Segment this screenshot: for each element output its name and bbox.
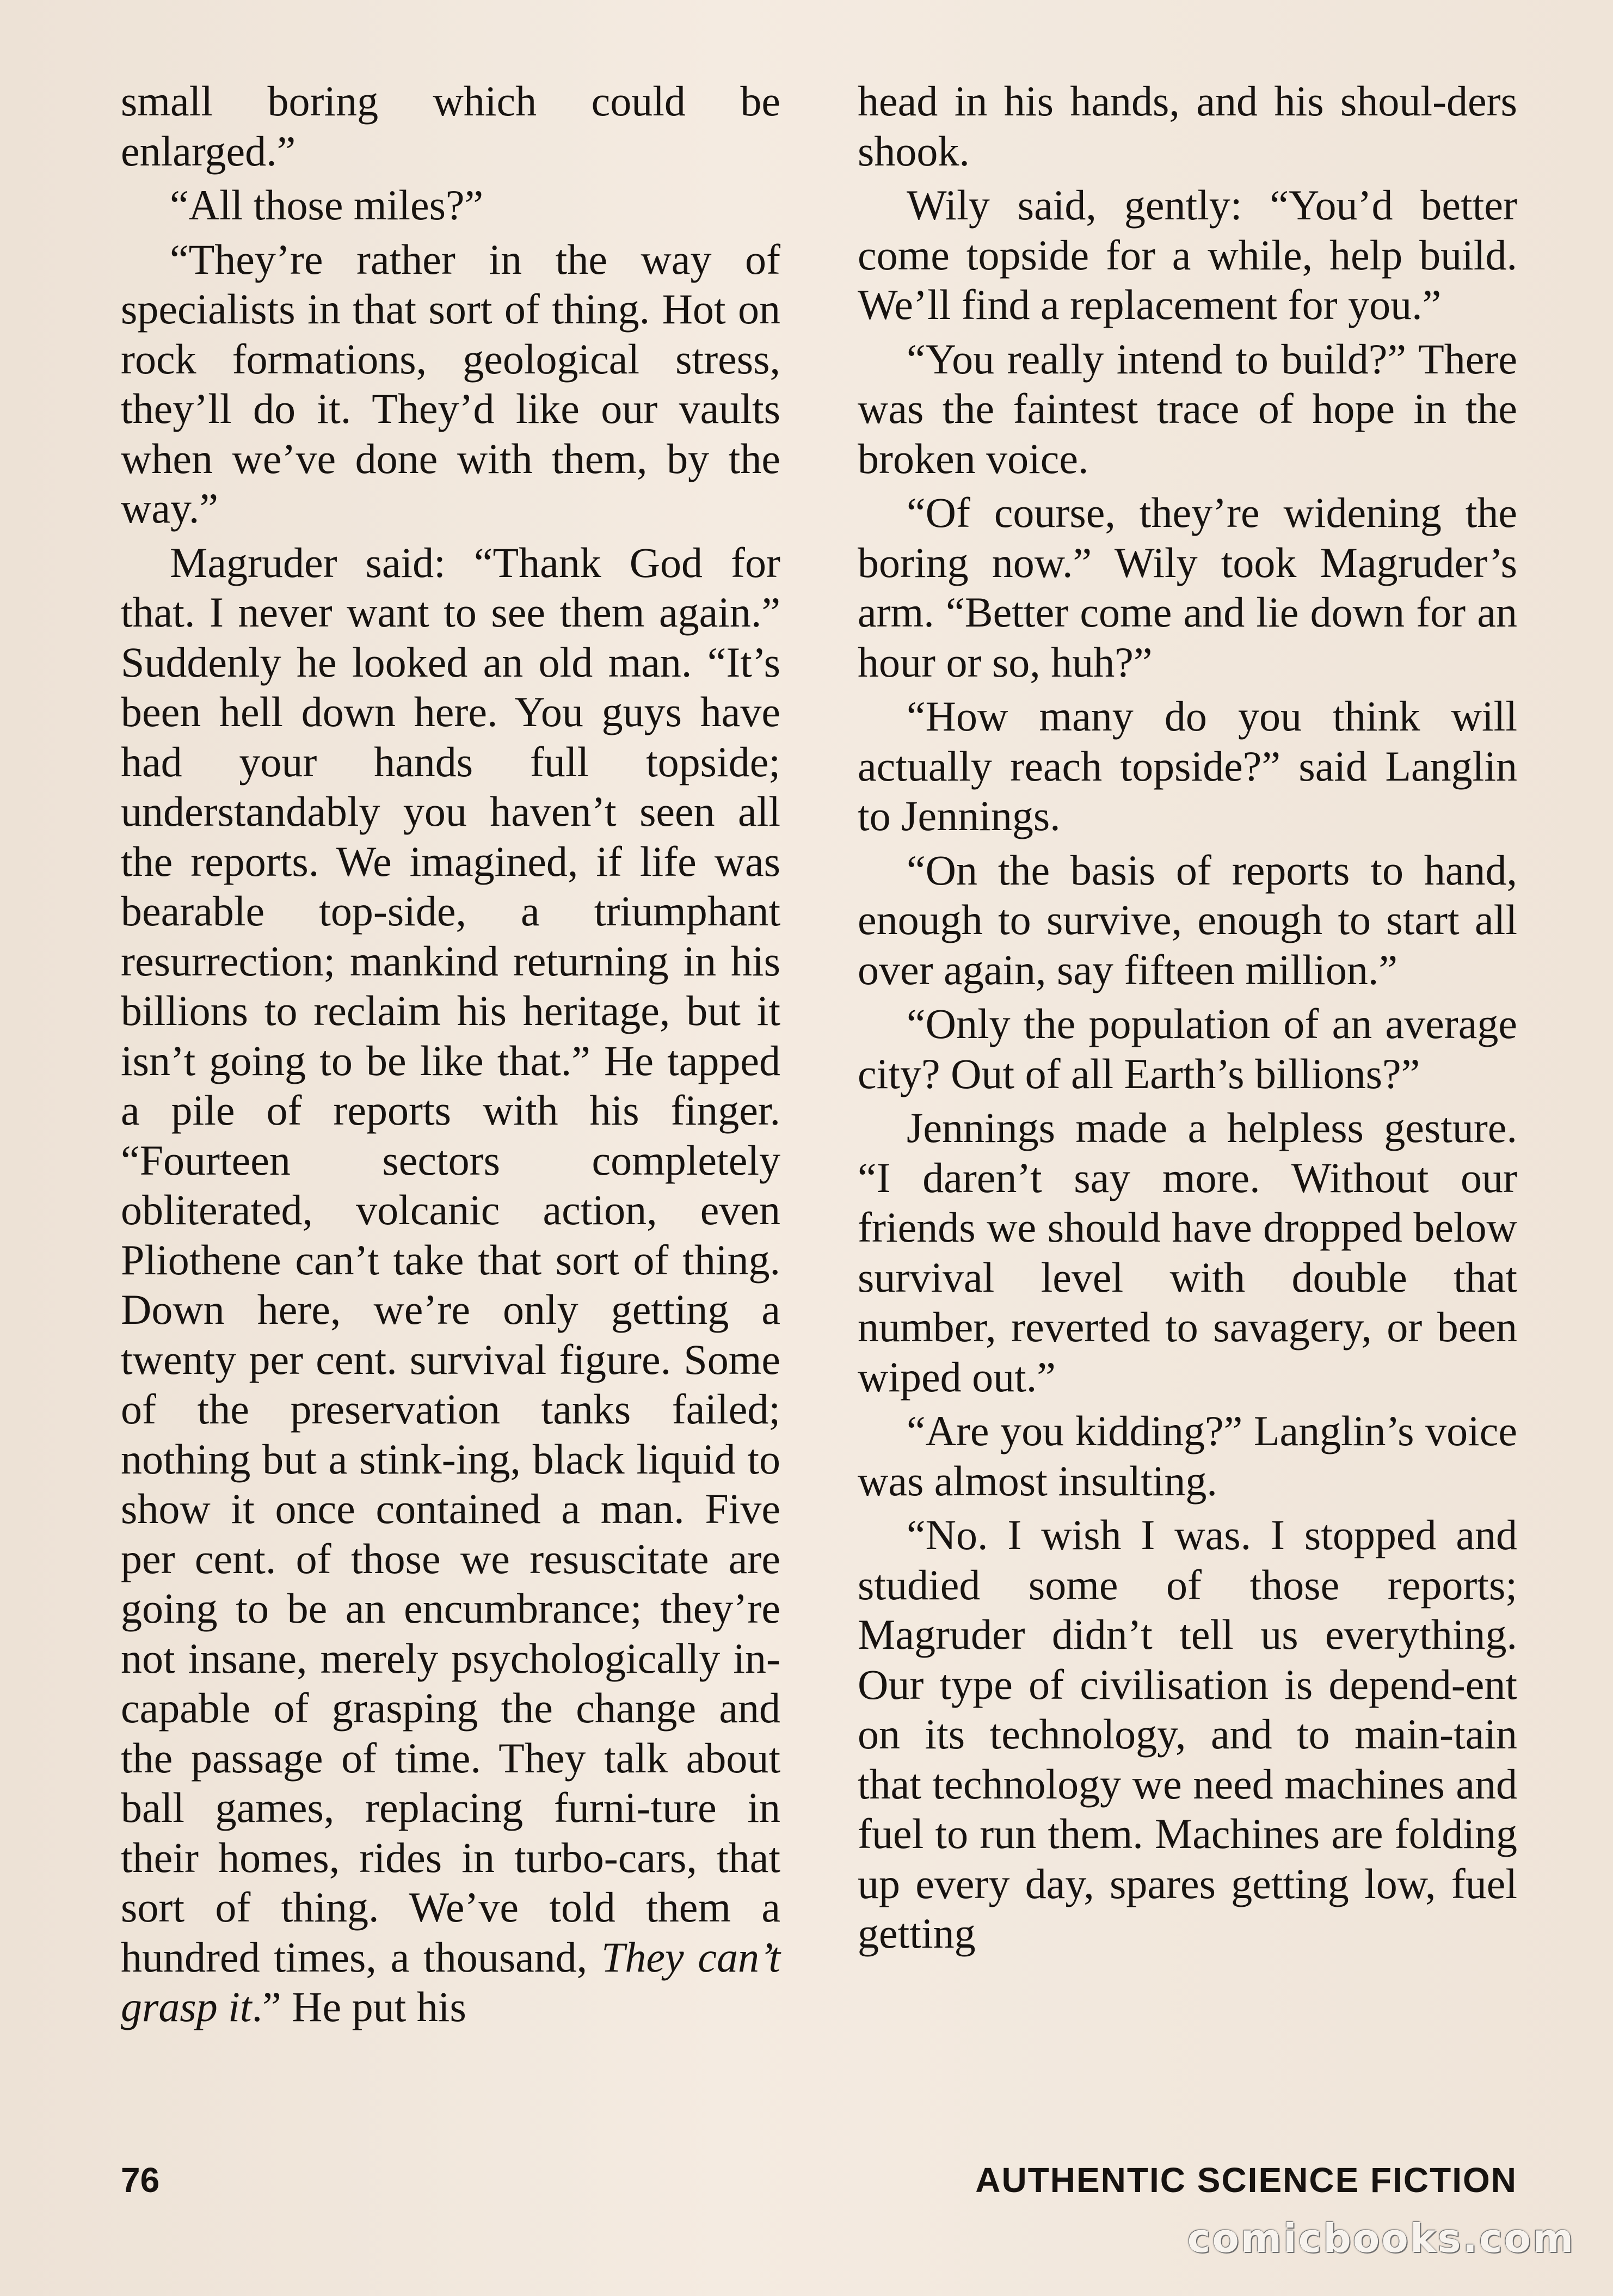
- paragraph: “Only the population of an average city? Out of all Earth’s billions?”: [858, 1000, 1517, 1097]
- paragraph: small boring which could be enlarged.”: [121, 77, 780, 175]
- page-footer: [121, 2150, 1517, 2210]
- paragraph: [121, 538, 780, 2032]
- watermark: comicbooks.com: [1187, 2215, 1575, 2261]
- running-title: AUTHENTIC SCIENCE FICTION: [975, 2160, 1517, 2200]
- paragraph: “All those miles?”: [170, 181, 484, 229]
- right-text-column: [858, 76, 1517, 1963]
- paragraph: “Are you kidding?” Langlin’s voice was almost insulting.: [858, 1407, 1517, 1505]
- paragraph: “On the basis of reports to hand, enough to survive, enough to start all over again, say fifteen million.”: [858, 846, 1517, 993]
- paragraph: “No. I wish I was. I stopped and studied some of those reports; Magruder didn’t tell us everything. Our type of civilisation is depend-ent on its technology, and to main-tain that technology we need machines and fuel to run them. Machines are folding up every day, spares getting low, fuel getting: [858, 1511, 1517, 1957]
- left-text-column: [121, 76, 780, 2036]
- emphasis-text: They can’t grasp it: [121, 1933, 780, 2030]
- paragraph: head in his hands, and his shoul-ders shook.: [858, 77, 1517, 175]
- paragraph: “You really intend to build?” There was the faintest trace of hope in the broken voice.: [858, 335, 1517, 482]
- paragraph: “How many do you think will actually reach topside?” said Langlin to Jennings.: [858, 692, 1517, 839]
- paragraph: Wily said, gently: “You’d better come topside for a while, help build. We’ll find a replacement for you.”: [858, 181, 1517, 328]
- paragraph-text: Magruder said: “Thank God for that. I never want to see them again.” Suddenly he looked an old man. “It’s been hell down here. You guys have had your hands full topside; understandably you haven’t seen all the reports. We imagined, if life was bearable top-side, a triumphant resurrection; mankind returning in his billions to reclaim his heritage, but it isn’t going to be like that.” He tapped a pile of reports with his finger. “Fourteen sectors completely obliterated, volcanic action, even Pliothene can’t take that sort of thing. Down here, we’re only getting a twenty per cent. survival figure. Some of the preservation tanks failed; nothing but a stink-ing, black liquid to show it once contained a man. Five per cent. of those we resuscitate are going to be an encumbrance; they’re not insane, merely psychologically in-capable of grasping the change and the passage of time. They talk about ball games, replacing furni-ture in their homes, rides in turbo-cars, that sort of thing. We’ve told them a hundred times, a thousand,: [121, 538, 780, 1981]
- paragraph: “Of course, they’re widening the boring now.” Wily took Magruder’s arm. “Better come and lie down for an hour or so, huh?”: [858, 489, 1517, 686]
- paragraph: “They’re rather in the way of specialists in that sort of thing. Hot on rock formations, geological stress, they’ll do it. They’d like our vaults when we’ve done with them, by the way.”: [121, 235, 780, 532]
- paragraph-text-end: .” He put his: [251, 1983, 466, 2030]
- page-number: 76: [121, 2160, 160, 2200]
- paragraph: Jennings made a helpless gesture. “I daren’t say more. Without our friends we should have dropped below survival level with double that number, reverted to savagery, or been wiped out.”: [858, 1104, 1517, 1401]
